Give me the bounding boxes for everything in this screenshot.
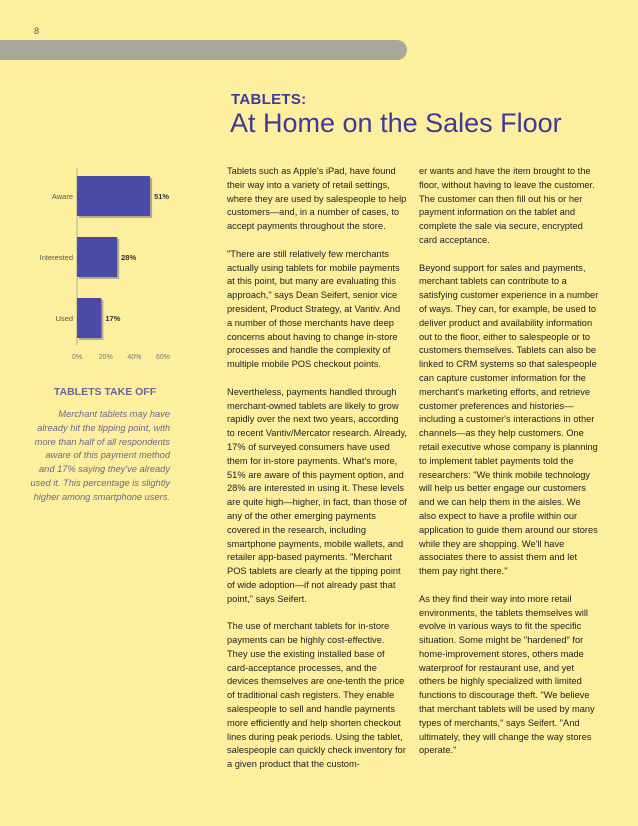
tick-label: 0%: [71, 354, 83, 361]
data-label: 28%: [121, 253, 137, 262]
chart-caption: Merchant tablets may have already hit the tipping point, with more than half of all respondents aware of this payment method and 17% saying they've already used it. This percentage is slightly higher among smartphone users.: [30, 409, 170, 502]
bar: [77, 176, 150, 216]
article-column-2: [419, 165, 599, 772]
paragraph: Beyond support for sales and payments, merchant tablets can contribute to a satisfying customer experience in a number of ways. They can, for example, be used to deliver product and availability information out to the floor, either to salespeople or to customers themselves. Tablets can also be linked to CRM systems so that salespeople can capture customer information for the merchant's marketing efforts, and retrieve customer preferences and histories—including a customer's interactions in other channels—as they help customers. One retail executive whose company is planning to implement tablet payments told the researchers: "We think mobile technology will help us better engage our customers and we can help them in the aisles. We also expect to have a profile within our application to guide them around our stores while they are shopping. We'll have associates there to assist them and let them pay right there.": [419, 262, 599, 577]
chart-title: TABLETS TAKE OFF: [53, 386, 157, 398]
tick-label: 20%: [98, 354, 113, 361]
bar: [77, 237, 117, 277]
bar: [77, 298, 101, 338]
page-number: 8: [34, 26, 40, 36]
paragraph: er wants and have the item brought to the floor, without having to leave the customer. The customer can then fill out his or her payment information on the tablet and complete the sale via secure, encrypted card acceptance.: [419, 166, 595, 245]
data-label: 17%: [105, 314, 121, 323]
paragraph: The use of merchant tablets for in-store payments can be highly cost-effective. They use the existing installed base of card-acceptance processes, and the devices themselves are one-tenth the price of traditional cash registers. They enable salespeople to sell and handle payments more efficiently and help shorten checkout lines during peak periods. Using the tablet, salespeople can quickly check inventory for a given product that the custom-: [227, 621, 406, 770]
category-label: Used: [55, 314, 73, 323]
category-label: Interested: [39, 253, 73, 262]
paragraph: As they find their way into more retail environments, the tablets themselves will evolve in various ways to fit the specific situation. Some might be "hardened" for home-improvement stores, others made waterproof for restaurant use, and yet others be highly specialized with limited functions to discourage theft. "We believe that merchant tablets will be used by many types of merchants," says Seifert. "And ultimately, they will change the way stores operate.": [419, 593, 595, 756]
header-bar: [0, 40, 407, 60]
data-label: 51%: [154, 192, 170, 201]
article-column-1: [227, 165, 407, 786]
paragraph: Tablets such as Apple's iPad, have found their way into a variety of retail settings, where they are used by salespeople to help customers—and, in a number of cases, to accept payments throughout the store.: [227, 166, 407, 232]
category-label: Aware: [51, 192, 73, 201]
bar-chart: [0, 160, 190, 370]
tick-label: 40%: [127, 354, 142, 361]
paragraph: Nevertheless, payments handled through merchant-owned tablets are likely to grow rapidly over the next two years, according to recent Vantiv/Mercator research. Already, 17% of surveyed consumers have used them for in-store payments. What's more, 51% are aware of this payment option, and 28% are interested in using it. These levels are quite high—higher, in fact, than those of any of the other emerging payments covered in the research, including smartphone payments, mobile wallets, and retailer app-based payments. "Merchant POS tablets are clearly at the tipping point of wide adoption—if not already past that point," says Seifert.: [227, 386, 407, 604]
paragraph: "There are still relatively few merchants actually using tablets for mobile payments at this point, but many are evaluating this approach," says Dean Seifert, senior vice president, Product Strategy, at Vantiv. And a number of those merchants have deep concerns about having to change in-store processes and handle the complexity of multiple mobile POS checkout points.: [227, 248, 401, 370]
section-label: TABLETS:: [231, 91, 307, 108]
page-title: At Home on the Sales Floor: [230, 108, 562, 138]
tick-label: 60%: [155, 354, 171, 361]
